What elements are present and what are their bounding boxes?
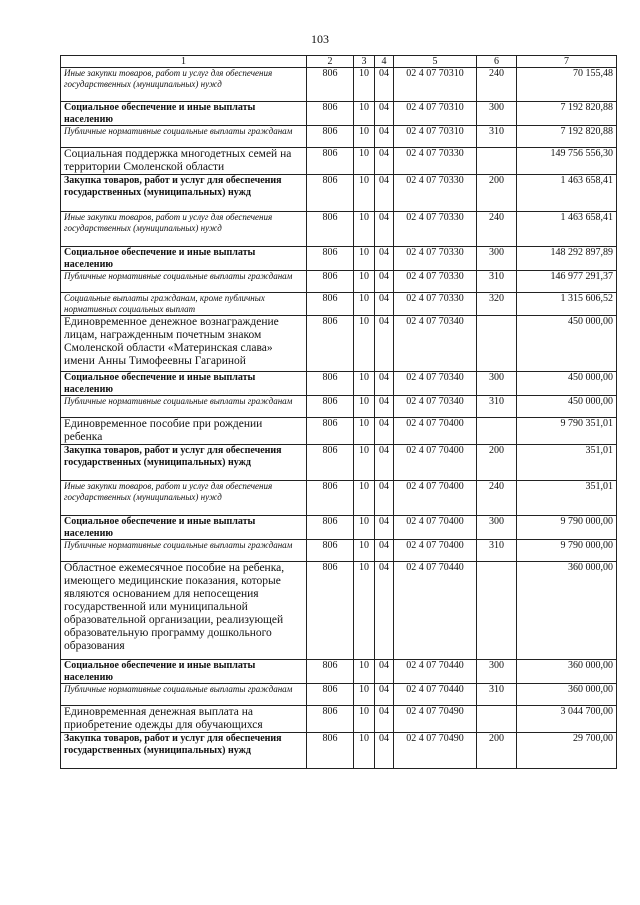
target-item-cell: 02 4 07 70490 bbox=[394, 733, 477, 769]
amount-cell: 450 000,00 bbox=[517, 316, 617, 372]
amount-cell: 7 192 820,88 bbox=[517, 102, 617, 126]
section-code-cell: 10 bbox=[354, 562, 375, 660]
page-number: 103 bbox=[311, 32, 329, 46]
section-code-cell: 10 bbox=[354, 293, 375, 316]
admin-code-cell: 806 bbox=[307, 684, 354, 706]
row-name-cell: Иные закупки товаров, работ и услуг для обеспечения государственных (муниципальных) нужд bbox=[61, 68, 307, 102]
table-row bbox=[61, 175, 617, 212]
amount-cell: 9 790 000,00 bbox=[517, 540, 617, 562]
admin-code-cell: 806 bbox=[307, 660, 354, 684]
expense-type-cell: 310 bbox=[477, 396, 517, 418]
table-row bbox=[61, 684, 617, 706]
expense-type-cell: 310 bbox=[477, 126, 517, 148]
table-row bbox=[61, 540, 617, 562]
subsection-code-cell: 04 bbox=[375, 540, 394, 562]
row-name-cell: Иные закупки товаров, работ и услуг для обеспечения государственных (муниципальных) нужд bbox=[61, 481, 307, 516]
admin-code-cell: 806 bbox=[307, 126, 354, 148]
admin-code-cell: 806 bbox=[307, 481, 354, 516]
table-row bbox=[61, 396, 617, 418]
target-item-cell: 02 4 07 70310 bbox=[394, 126, 477, 148]
section-code-cell: 10 bbox=[354, 102, 375, 126]
subsection-code-cell: 04 bbox=[375, 733, 394, 769]
expense-type-cell bbox=[477, 418, 517, 445]
admin-code-cell: 806 bbox=[307, 212, 354, 247]
expense-type-cell: 310 bbox=[477, 271, 517, 293]
amount-cell: 7 192 820,88 bbox=[517, 126, 617, 148]
expense-type-cell: 300 bbox=[477, 247, 517, 271]
table-row bbox=[61, 126, 617, 148]
subsection-code-cell: 04 bbox=[375, 316, 394, 372]
header-row bbox=[61, 56, 617, 68]
amount-cell: 351,01 bbox=[517, 445, 617, 481]
target-item-cell: 02 4 07 70340 bbox=[394, 316, 477, 372]
admin-code-cell: 806 bbox=[307, 271, 354, 293]
section-code-cell: 10 bbox=[354, 445, 375, 481]
subsection-code-cell: 04 bbox=[375, 68, 394, 102]
admin-code-cell: 806 bbox=[307, 316, 354, 372]
row-name-cell: Единовременная денежная выплата на приобретение одежды для обучающихся bbox=[61, 706, 307, 733]
section-code-cell: 10 bbox=[354, 68, 375, 102]
table-row bbox=[61, 212, 617, 247]
amount-cell: 9 790 351,01 bbox=[517, 418, 617, 445]
subsection-code-cell: 04 bbox=[375, 396, 394, 418]
table-row bbox=[61, 316, 617, 372]
expense-type-cell bbox=[477, 562, 517, 660]
target-item-cell: 02 4 07 70440 bbox=[394, 660, 477, 684]
admin-code-cell: 806 bbox=[307, 733, 354, 769]
section-code-cell: 10 bbox=[354, 481, 375, 516]
expense-type-cell: 240 bbox=[477, 481, 517, 516]
row-name-cell: Иные закупки товаров, работ и услуг для обеспечения государственных (муниципальных) нужд bbox=[61, 212, 307, 247]
subsection-code-cell: 04 bbox=[375, 212, 394, 247]
subsection-code-cell: 04 bbox=[375, 660, 394, 684]
admin-code-cell: 806 bbox=[307, 562, 354, 660]
section-code-cell: 10 bbox=[354, 372, 375, 396]
amount-cell: 450 000,00 bbox=[517, 396, 617, 418]
admin-code-cell: 806 bbox=[307, 445, 354, 481]
column-header: 1 bbox=[61, 56, 307, 68]
subsection-code-cell: 04 bbox=[375, 148, 394, 175]
column-header: 4 bbox=[375, 56, 394, 68]
target-item-cell: 02 4 07 70330 bbox=[394, 247, 477, 271]
subsection-code-cell: 04 bbox=[375, 562, 394, 660]
admin-code-cell: 806 bbox=[307, 148, 354, 175]
subsection-code-cell: 04 bbox=[375, 293, 394, 316]
amount-cell: 70 155,48 bbox=[517, 68, 617, 102]
section-code-cell: 10 bbox=[354, 148, 375, 175]
table-row bbox=[61, 660, 617, 684]
row-name-cell: Социальное обеспечение и иные выплаты населению bbox=[61, 102, 307, 126]
target-item-cell: 02 4 07 70330 bbox=[394, 148, 477, 175]
subsection-code-cell: 04 bbox=[375, 706, 394, 733]
admin-code-cell: 806 bbox=[307, 102, 354, 126]
amount-cell: 3 044 700,00 bbox=[517, 706, 617, 733]
row-name-cell: Закупка товаров, работ и услуг для обеспечения государственных (муниципальных) нужд bbox=[61, 445, 307, 481]
subsection-code-cell: 04 bbox=[375, 684, 394, 706]
table-row bbox=[61, 481, 617, 516]
subsection-code-cell: 04 bbox=[375, 516, 394, 540]
expense-type-cell: 240 bbox=[477, 68, 517, 102]
row-name-cell: Публичные нормативные социальные выплаты гражданам bbox=[61, 271, 307, 293]
expense-type-cell: 200 bbox=[477, 175, 517, 212]
row-name-cell: Публичные нормативные социальные выплаты гражданам bbox=[61, 396, 307, 418]
target-item-cell: 02 4 07 70400 bbox=[394, 516, 477, 540]
section-code-cell: 10 bbox=[354, 706, 375, 733]
admin-code-cell: 806 bbox=[307, 68, 354, 102]
expense-type-cell: 320 bbox=[477, 293, 517, 316]
section-code-cell: 10 bbox=[354, 418, 375, 445]
target-item-cell: 02 4 07 70440 bbox=[394, 562, 477, 660]
subsection-code-cell: 04 bbox=[375, 102, 394, 126]
expense-type-cell: 310 bbox=[477, 684, 517, 706]
amount-cell: 148 292 897,89 bbox=[517, 247, 617, 271]
table-row bbox=[61, 148, 617, 175]
row-name-cell: Закупка товаров, работ и услуг для обеспечения государственных (муниципальных) нужд bbox=[61, 733, 307, 769]
subsection-code-cell: 04 bbox=[375, 271, 394, 293]
amount-cell: 351,01 bbox=[517, 481, 617, 516]
table-row bbox=[61, 293, 617, 316]
row-name-cell: Публичные нормативные социальные выплаты гражданам bbox=[61, 684, 307, 706]
column-header: 7 bbox=[517, 56, 617, 68]
table-row bbox=[61, 68, 617, 102]
admin-code-cell: 806 bbox=[307, 175, 354, 212]
target-item-cell: 02 4 07 70340 bbox=[394, 372, 477, 396]
amount-cell: 360 000,00 bbox=[517, 660, 617, 684]
row-name-cell: Социальная поддержка многодетных семей на территории Смоленской области bbox=[61, 148, 307, 175]
table-row bbox=[61, 418, 617, 445]
admin-code-cell: 806 bbox=[307, 540, 354, 562]
target-item-cell: 02 4 07 70330 bbox=[394, 271, 477, 293]
table-row bbox=[61, 445, 617, 481]
section-code-cell: 10 bbox=[354, 126, 375, 148]
expense-type-cell: 300 bbox=[477, 372, 517, 396]
section-code-cell: 10 bbox=[354, 175, 375, 212]
admin-code-cell: 806 bbox=[307, 418, 354, 445]
admin-code-cell: 806 bbox=[307, 247, 354, 271]
expense-type-cell: 300 bbox=[477, 102, 517, 126]
row-name-cell: Социальное обеспечение и иные выплаты населению bbox=[61, 372, 307, 396]
target-item-cell: 02 4 07 70330 bbox=[394, 212, 477, 247]
table-row bbox=[61, 706, 617, 733]
expense-type-cell: 200 bbox=[477, 733, 517, 769]
section-code-cell: 10 bbox=[354, 247, 375, 271]
table-row bbox=[61, 247, 617, 271]
column-header: 2 bbox=[307, 56, 354, 68]
row-name-cell: Публичные нормативные социальные выплаты гражданам bbox=[61, 126, 307, 148]
target-item-cell: 02 4 07 70400 bbox=[394, 445, 477, 481]
section-code-cell: 10 bbox=[354, 660, 375, 684]
subsection-code-cell: 04 bbox=[375, 247, 394, 271]
column-header: 5 bbox=[394, 56, 477, 68]
expense-type-cell bbox=[477, 706, 517, 733]
subsection-code-cell: 04 bbox=[375, 445, 394, 481]
target-item-cell: 02 4 07 70400 bbox=[394, 418, 477, 445]
table-row bbox=[61, 516, 617, 540]
target-item-cell: 02 4 07 70310 bbox=[394, 102, 477, 126]
expense-type-cell bbox=[477, 148, 517, 175]
subsection-code-cell: 04 bbox=[375, 372, 394, 396]
amount-cell: 29 700,00 bbox=[517, 733, 617, 769]
section-code-cell: 10 bbox=[354, 516, 375, 540]
admin-code-cell: 806 bbox=[307, 706, 354, 733]
amount-cell: 1 463 658,41 bbox=[517, 212, 617, 247]
expense-type-cell: 300 bbox=[477, 660, 517, 684]
row-name-cell: Закупка товаров, работ и услуг для обеспечения государственных (муниципальных) нужд bbox=[61, 175, 307, 212]
target-item-cell: 02 4 07 70490 bbox=[394, 706, 477, 733]
expense-type-cell: 240 bbox=[477, 212, 517, 247]
section-code-cell: 10 bbox=[354, 540, 375, 562]
column-header: 6 bbox=[477, 56, 517, 68]
row-name-cell: Социальные выплаты гражданам, кроме публичных нормативных социальных выплат bbox=[61, 293, 307, 316]
admin-code-cell: 806 bbox=[307, 396, 354, 418]
row-name-cell: Социальное обеспечение и иные выплаты населению bbox=[61, 516, 307, 540]
admin-code-cell: 806 bbox=[307, 516, 354, 540]
row-name-cell: Единовременное пособие при рождении ребенка bbox=[61, 418, 307, 445]
section-code-cell: 10 bbox=[354, 396, 375, 418]
target-item-cell: 02 4 07 70310 bbox=[394, 68, 477, 102]
subsection-code-cell: 04 bbox=[375, 481, 394, 516]
amount-cell: 450 000,00 bbox=[517, 372, 617, 396]
expense-type-cell: 310 bbox=[477, 540, 517, 562]
expense-type-cell bbox=[477, 316, 517, 372]
row-name-cell: Социальное обеспечение и иные выплаты населению bbox=[61, 247, 307, 271]
table-row bbox=[61, 562, 617, 660]
target-item-cell: 02 4 07 70340 bbox=[394, 396, 477, 418]
table-row bbox=[61, 372, 617, 396]
subsection-code-cell: 04 bbox=[375, 126, 394, 148]
amount-cell: 360 000,00 bbox=[517, 684, 617, 706]
amount-cell: 1 463 658,41 bbox=[517, 175, 617, 212]
row-name-cell: Единовременное денежное вознаграждение лицам, награжденным почетным знаком Смоленской области «Материнская слава» имени Анны Тимофеевны Гагариной bbox=[61, 316, 307, 372]
amount-cell: 9 790 000,00 bbox=[517, 516, 617, 540]
subsection-code-cell: 04 bbox=[375, 175, 394, 212]
target-item-cell: 02 4 07 70440 bbox=[394, 684, 477, 706]
section-code-cell: 10 bbox=[354, 212, 375, 247]
section-code-cell: 10 bbox=[354, 733, 375, 769]
target-item-cell: 02 4 07 70330 bbox=[394, 175, 477, 212]
expense-type-cell: 300 bbox=[477, 516, 517, 540]
target-item-cell: 02 4 07 70400 bbox=[394, 540, 477, 562]
subsection-code-cell: 04 bbox=[375, 418, 394, 445]
admin-code-cell: 806 bbox=[307, 293, 354, 316]
amount-cell: 149 756 556,30 bbox=[517, 148, 617, 175]
admin-code-cell: 806 bbox=[307, 372, 354, 396]
row-name-cell: Социальное обеспечение и иные выплаты населению bbox=[61, 660, 307, 684]
target-item-cell: 02 4 07 70400 bbox=[394, 481, 477, 516]
row-name-cell: Публичные нормативные социальные выплаты гражданам bbox=[61, 540, 307, 562]
section-code-cell: 10 bbox=[354, 316, 375, 372]
amount-cell: 360 000,00 bbox=[517, 562, 617, 660]
column-header: 3 bbox=[354, 56, 375, 68]
target-item-cell: 02 4 07 70330 bbox=[394, 293, 477, 316]
row-name-cell: Областное ежемесячное пособие на ребенка, имеющего медицинские показания, которые являются основанием для непосещения государственной или муниципальной образовательной организации, реализующей образовательную программу дошкольного образования bbox=[61, 562, 307, 660]
amount-cell: 146 977 291,37 bbox=[517, 271, 617, 293]
section-code-cell: 10 bbox=[354, 684, 375, 706]
table-row bbox=[61, 102, 617, 126]
amount-cell: 1 315 606,52 bbox=[517, 293, 617, 316]
table-row bbox=[61, 271, 617, 293]
table-row bbox=[61, 733, 617, 769]
expense-type-cell: 200 bbox=[477, 445, 517, 481]
budget-table bbox=[60, 55, 617, 769]
section-code-cell: 10 bbox=[354, 271, 375, 293]
